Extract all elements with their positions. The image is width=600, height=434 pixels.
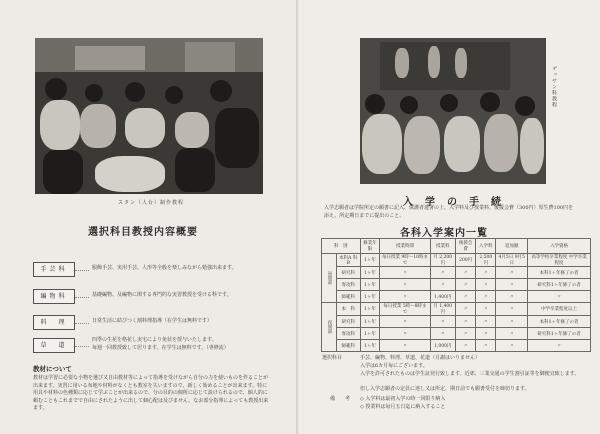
- cell: 〃: [380, 340, 430, 352]
- cell: 〃: [496, 267, 528, 279]
- cell: 中学卒業程度以上: [528, 303, 591, 316]
- cell: 〃: [476, 316, 496, 328]
- cell: 本科1ヶ年修了の者: [528, 267, 591, 279]
- table-header: 修業年限: [360, 239, 380, 254]
- cell: 1ヶ年: [360, 316, 380, 328]
- cell: 〃: [456, 340, 476, 352]
- sewing-class-photo: [35, 38, 263, 194]
- cell: 〃: [380, 316, 430, 328]
- table-row: [322, 303, 591, 316]
- cell: 専攻科: [337, 328, 361, 340]
- admission-table: [321, 238, 591, 352]
- table-row: [322, 267, 591, 279]
- cell: 月 1,400円: [430, 303, 456, 316]
- cell: 〃: [380, 279, 430, 291]
- table-row: [322, 254, 591, 267]
- table-row: [322, 316, 591, 328]
- cell: 1,400円: [430, 291, 456, 303]
- cell: 〃: [456, 291, 476, 303]
- cell: 〃: [528, 340, 591, 352]
- cell: 月 2,200円: [430, 254, 456, 267]
- cell: 〃: [496, 328, 528, 340]
- course-desc-cooking: 日常生活に結びつく割料理指導（在学生は無料です）: [92, 318, 213, 324]
- cell: 〃: [456, 267, 476, 279]
- cell: 2,500円: [476, 254, 496, 267]
- cell: 本科1ヶ年修了の者: [528, 316, 591, 328]
- course-label-knitting: 編物科: [33, 289, 75, 304]
- cell: 専攻科: [337, 279, 361, 291]
- cell: 研究科1ヶ年修了の者: [528, 328, 591, 340]
- cell: 〃: [496, 303, 528, 316]
- cell: 〃: [380, 267, 430, 279]
- leader-line: [75, 297, 89, 298]
- cell: 研究科1ヶ年修了の者: [528, 279, 591, 291]
- note-line: ◇ 入学料は最初入学の時一回限り納入: [360, 396, 446, 402]
- cell: 〃: [430, 279, 456, 291]
- cell: 本 科: [337, 303, 361, 316]
- cell: 師範科: [337, 291, 361, 303]
- cell: 4月5日 9月5日: [496, 254, 528, 267]
- cell: 〃: [456, 279, 476, 291]
- cell: 〃: [380, 291, 430, 303]
- drawing-class-photo: [360, 38, 546, 184]
- course-desc-handicraft: 服飾手芸、実用手芸、人形等全般を楽しみながら勉強出来ます。: [92, 265, 237, 271]
- cell: 〃: [430, 316, 456, 328]
- group-label: 昼間部: [322, 254, 337, 303]
- notes-label: 備 考: [330, 396, 351, 402]
- cell: 〃: [496, 279, 528, 291]
- course-label-handicraft: 手芸科: [33, 262, 75, 277]
- cell: 〃: [496, 340, 528, 352]
- cell: 〃: [456, 316, 476, 328]
- elective-note: 入学は6カ月毎にございます。: [360, 363, 428, 369]
- cell: 1ヶ年: [360, 279, 380, 291]
- course-desc-flower-2: 毎週一回教授致して居ります。在学生は無料です。（専修流）: [92, 345, 229, 351]
- cell: 〃: [380, 328, 430, 340]
- table-header-row: [322, 239, 591, 254]
- cell: 200円: [456, 254, 476, 267]
- note-line: ◇ 授業料は毎月五日迄に納入すること: [360, 404, 446, 410]
- leader-line: [75, 270, 89, 271]
- cell: 1ヶ年: [360, 303, 380, 316]
- table-title: 各科入学案内一覧: [400, 228, 488, 239]
- cell: 高等学校卒業程度 中学卒業程度: [528, 254, 591, 267]
- cell: 〃: [496, 316, 528, 328]
- cell: 1ヶ年: [360, 267, 380, 279]
- cell: 1ヶ年: [360, 254, 380, 267]
- table-header: 授業時間: [380, 239, 430, 254]
- left-photo-caption: スタン（人台）制作教程: [118, 200, 185, 206]
- table-header: 授業料: [430, 239, 456, 254]
- table-row: [322, 291, 591, 303]
- cell: 〃: [476, 328, 496, 340]
- elective-line: 但し入学志願者の定員に達し又は所定、期日前でも願書受付を締切ります。: [360, 386, 530, 392]
- cell: 〃: [456, 303, 476, 316]
- table-row: [322, 340, 591, 352]
- cell: 本科A 科B: [337, 254, 361, 267]
- enroll-text: 入学志願者は学院所定の願書に記入、保護者連署の上、入学料及び授業料、後援会費（300円）厚生費100円を添え、所定期日までに提出のこと。: [324, 205, 574, 219]
- cell: 1ヶ年: [360, 291, 380, 303]
- cell: 〃: [456, 328, 476, 340]
- leader-line: [75, 323, 89, 324]
- group-label: 夜間部: [322, 303, 337, 352]
- elective-line: 入学を許可されたものは学生証発行致します。近郊、三業交通の学生割引証等を御便宜致します。: [360, 371, 580, 377]
- table-header: 入学資格: [528, 239, 591, 254]
- materials-text: 教材は学習に必要な小物を遺び又自由教材等によって指導を受けながら自分の力を使いものを作ることが出来ます。実習に用いる布地や材料がなくとも教室を失いますので、新しく始めることが出来ます。特に用具や材料の色種類に応じて学ぶことが出来るので、分の目的の個所に応じて設けられるので、個人的に頼むこともこれまでで自由にされたように出して個心配は及びません。なお部分指導によっても教授出来ます。: [33, 375, 269, 411]
- cell: 〃: [528, 291, 591, 303]
- cell: 〃: [476, 279, 496, 291]
- elective-text: 手芸、編物、料理、草道、花道（月謝はいりません）: [360, 355, 481, 361]
- cell: 1,000円: [430, 340, 456, 352]
- table-header: 科 別: [322, 239, 361, 254]
- cell: 〃: [476, 303, 496, 316]
- cell: 〃: [430, 328, 456, 340]
- cell: 1ヶ年: [360, 328, 380, 340]
- right-page: [300, 0, 600, 434]
- table-header: 入学料: [476, 239, 496, 254]
- course-label-cooking: 料 理: [33, 315, 75, 330]
- table-header: 追加額: [496, 239, 528, 254]
- table-row: [322, 328, 591, 340]
- cell: 〃: [430, 267, 456, 279]
- course-label-flower: 草 道: [33, 338, 75, 353]
- cell: 毎日授業 9時～10時まで: [380, 254, 430, 267]
- section-title: 選択科目教授内容概要: [88, 227, 198, 238]
- right-photo-caption: デッサン科教程: [551, 66, 557, 108]
- course-desc-flower-1: 四季の生花を格花し実宅により免状を授与いたします。: [92, 337, 217, 343]
- table-row: [322, 279, 591, 291]
- cell: 1ヶ年: [360, 340, 380, 352]
- table-header: 後援会費: [456, 239, 476, 254]
- enroll-title: 入 学 の 手 続: [403, 197, 502, 208]
- leader-line: [75, 346, 89, 347]
- cell: 〃: [476, 291, 496, 303]
- cell: 研究科: [337, 316, 361, 328]
- course-desc-knitting: 基礎編物、及編物に関する専門的な実習教授を受ける科です。: [92, 292, 232, 298]
- cell: 研究科: [337, 267, 361, 279]
- cell: 師範科: [337, 340, 361, 352]
- cell: 〃: [476, 267, 496, 279]
- cell: 〃: [496, 291, 528, 303]
- cell: 〃: [476, 340, 496, 352]
- elective-label: 選択科目: [322, 355, 343, 361]
- materials-title: 教材について: [33, 365, 72, 373]
- cell: 毎日授業 5時～8時まで: [380, 303, 430, 316]
